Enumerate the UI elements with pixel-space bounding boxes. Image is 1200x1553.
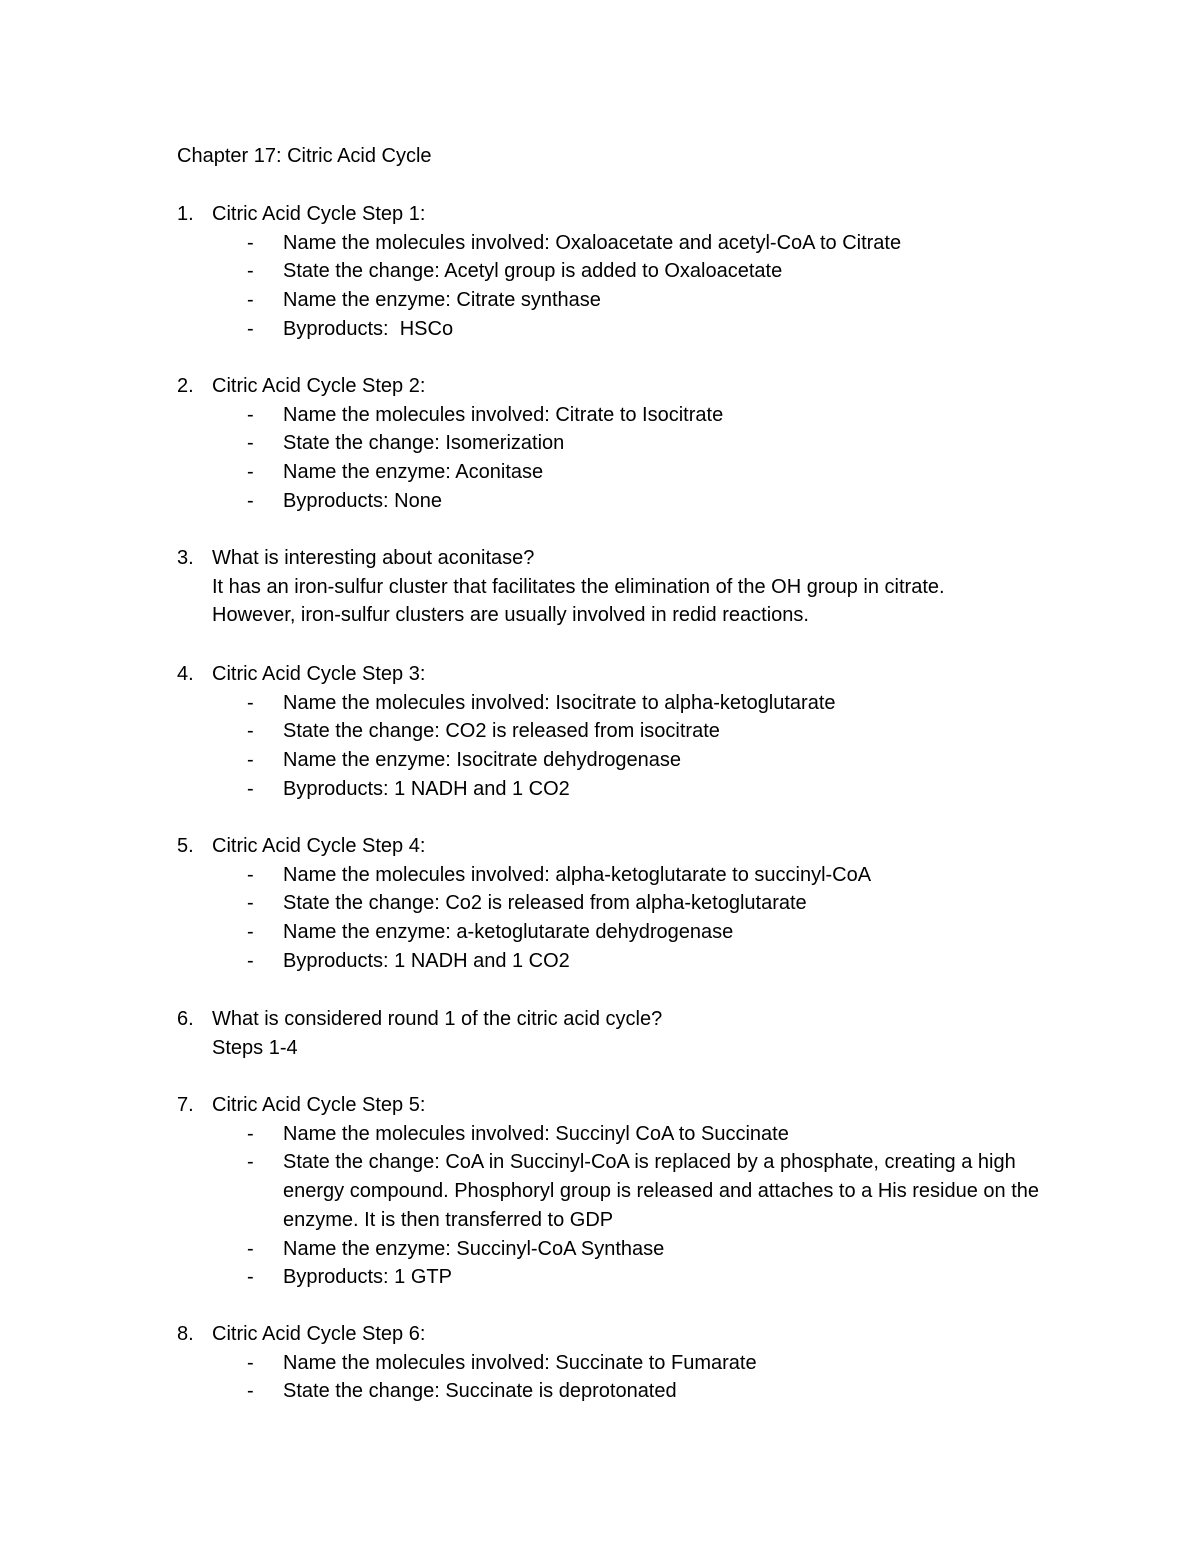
bullet-item — [177, 1377, 1077, 1406]
bullet-text: Byproducts: None — [283, 489, 442, 512]
answer-line — [177, 601, 1077, 630]
bullet-text: Name the enzyme: a-ketoglutarate dehydrogenase — [283, 921, 734, 944]
answer-text: It has an iron-sulfur cluster that facilitates the elimination of the OH group in citrate. — [212, 575, 945, 598]
dash-marker: - — [247, 777, 254, 800]
dash-marker: - — [247, 317, 254, 340]
bullet-text: State the change: CO2 is released from isocitrate — [283, 720, 720, 743]
bullet-text: Name the enzyme: Isocitrate dehydrogenase — [283, 749, 681, 772]
bullet-item — [177, 717, 1077, 746]
list-item-7 — [177, 1091, 1077, 1292]
answer-text: However, iron-sulfur clusters are usually involved in redid reactions. — [212, 604, 809, 627]
bullet-item — [177, 286, 1077, 315]
item-number: 1. — [177, 203, 194, 225]
item-heading — [177, 544, 1077, 573]
item-number: 4. — [177, 663, 194, 685]
list-item-5 — [177, 832, 1077, 976]
bullet-item — [177, 229, 1077, 258]
bullet-text: Name the molecules involved: Isocitrate to alpha-ketoglutarate — [283, 691, 836, 714]
bullet-text: Name the enzyme: Citrate synthase — [283, 289, 601, 312]
item-heading-text: What is considered round 1 of the citric acid cycle? — [212, 1008, 663, 1030]
dash-marker: - — [247, 863, 254, 886]
bullet-item — [177, 458, 1077, 487]
bullet-text: Byproducts: 1 NADH and 1 CO2 — [283, 949, 570, 972]
dash-marker: - — [247, 892, 254, 915]
bullet-text: State the change: Co2 is released from alpha-ketoglutarate — [283, 892, 807, 915]
bullet-item — [177, 889, 1077, 918]
answer-line — [177, 1034, 1077, 1063]
item-number: 8. — [177, 1323, 194, 1345]
item-heading — [177, 1320, 1077, 1349]
document-title: Chapter 17: Citric Acid Cycle — [177, 145, 432, 167]
item-heading-text: Citric Acid Cycle Step 4: — [212, 835, 426, 857]
list-item-6 — [177, 1005, 1077, 1062]
dash-marker: - — [247, 289, 254, 312]
item-number: 5. — [177, 835, 194, 857]
bullet-text: Name the enzyme: Succinyl-CoA Synthase — [283, 1237, 665, 1260]
dash-marker: - — [247, 260, 254, 283]
bullet-text: Name the molecules involved: Oxaloacetate and acetyl-CoA to Citrate — [283, 231, 902, 254]
bullet-item — [177, 1148, 1077, 1234]
item-number: 3. — [177, 547, 194, 569]
item-heading — [177, 200, 1077, 229]
dash-marker: - — [247, 1351, 254, 1374]
bullet-text: State the change: Acetyl group is added to Oxaloacetate — [283, 260, 783, 283]
dash-marker: - — [247, 1151, 254, 1174]
bullet-item — [177, 689, 1077, 718]
list-item-1 — [177, 200, 1077, 344]
bullet-item — [177, 487, 1077, 516]
list-item-8 — [177, 1320, 1077, 1406]
dash-marker: - — [247, 432, 254, 455]
dash-marker: - — [247, 489, 254, 512]
list-item-2 — [177, 372, 1077, 516]
bullet-text: Byproducts: HSCo — [283, 317, 454, 340]
item-heading-text: Citric Acid Cycle Step 2: — [212, 375, 426, 397]
dash-marker: - — [247, 461, 254, 484]
item-heading-text: Citric Acid Cycle Step 3: — [212, 663, 426, 685]
bullet-text: Byproducts: 1 NADH and 1 CO2 — [283, 777, 570, 800]
bullet-text: State the change: Isomerization — [283, 432, 565, 455]
bullet-item — [177, 401, 1077, 430]
item-heading — [177, 1091, 1077, 1120]
bullet-item — [177, 746, 1077, 775]
list-item-3 — [177, 544, 1077, 630]
dash-marker: - — [247, 403, 254, 426]
item-heading — [177, 832, 1077, 861]
bullet-text: State the change: Succinate is deprotonated — [283, 1380, 677, 1403]
bullet-item — [177, 1263, 1077, 1292]
dash-marker: - — [247, 1380, 254, 1403]
item-number: 6. — [177, 1008, 194, 1030]
bullet-item — [177, 947, 1077, 976]
item-heading — [177, 372, 1077, 401]
bullet-text: State the change: CoA in Succinyl-CoA is replaced by a phosphate, creating a high energy compound. Phosphoryl group is released and attaches to a His residue on the enzyme. It is then transferred to GDP — [283, 1151, 1040, 1231]
item-heading-text: Citric Acid Cycle Step 1: — [212, 203, 426, 225]
bullet-item — [177, 918, 1077, 947]
bullet-item — [177, 1235, 1077, 1264]
item-heading — [177, 660, 1077, 689]
bullet-item — [177, 315, 1077, 344]
bullet-text: Byproducts: 1 GTP — [283, 1266, 452, 1289]
answer-text: Steps 1-4 — [212, 1036, 298, 1059]
item-heading-text: Citric Acid Cycle Step 5: — [212, 1094, 426, 1116]
dash-marker: - — [247, 1266, 254, 1289]
item-number: 7. — [177, 1094, 194, 1116]
bullet-item — [177, 429, 1077, 458]
dash-marker: - — [247, 749, 254, 772]
answer-line — [177, 573, 1077, 602]
bullet-item — [177, 1349, 1077, 1378]
item-heading-text: Citric Acid Cycle Step 6: — [212, 1323, 426, 1345]
item-number: 2. — [177, 375, 194, 397]
dash-marker: - — [247, 1122, 254, 1145]
bullet-text: Name the molecules involved: Citrate to Isocitrate — [283, 403, 724, 426]
bullet-text: Name the enzyme: Aconitase — [283, 461, 544, 484]
bullet-text: Name the molecules involved: Succinate to Fumarate — [283, 1351, 757, 1374]
dash-marker: - — [247, 921, 254, 944]
dash-marker: - — [247, 949, 254, 972]
dash-marker: - — [247, 720, 254, 743]
bullet-item — [177, 861, 1077, 890]
dash-marker: - — [247, 1237, 254, 1260]
item-heading — [177, 1005, 1077, 1034]
dash-marker: - — [247, 231, 254, 254]
bullet-item — [177, 1120, 1077, 1149]
item-heading-text: What is interesting about aconitase? — [212, 547, 535, 569]
bullet-text: Name the molecules involved: alpha-ketoglutarate to succinyl-CoA — [283, 863, 872, 886]
bullet-item — [177, 257, 1077, 286]
list-item-4 — [177, 660, 1077, 804]
bullet-text: Name the molecules involved: Succinyl CoA to Succinate — [283, 1122, 789, 1145]
bullet-item — [177, 775, 1077, 804]
dash-marker: - — [247, 691, 254, 714]
